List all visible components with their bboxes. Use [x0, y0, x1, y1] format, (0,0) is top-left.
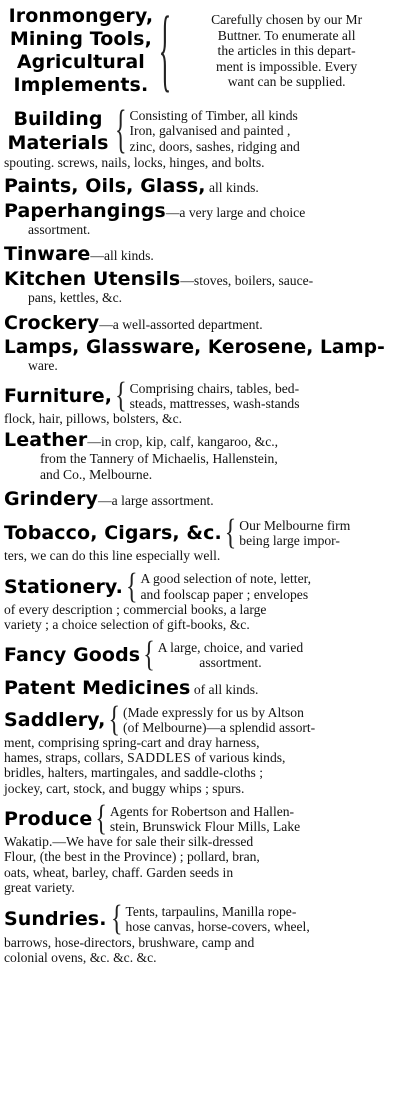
- entry-sundries: [4, 899, 399, 965]
- heading-leather: Leather: [4, 429, 88, 452]
- entry-grindery: [4, 488, 399, 510]
- brace-icon: {: [108, 700, 121, 740]
- text-line: jockey, cart, stock, and buggy whips ; spurs.: [4, 780, 245, 796]
- entry-produce: [4, 799, 399, 895]
- heading-line: Mining Tools,: [9, 28, 152, 50]
- text-line: of every description ; commercial books, a large: [4, 601, 267, 617]
- heading-ironmongery: [4, 5, 158, 97]
- text-line: steads, mattresses, wash-stands: [129, 396, 300, 412]
- entry-leather: [4, 429, 399, 481]
- text-line: Comprising chairs, tables, bed-: [129, 380, 300, 396]
- entry-patent-medicines: [4, 677, 399, 699]
- text-line: zinc, doors, sashes, ridging and: [129, 138, 300, 154]
- heading-paints: Paints, Oils, Glass,: [4, 175, 206, 198]
- text-line: stein, Brunswick Flour Mills, Lake: [109, 819, 301, 835]
- heading-kitchen-utensils: Kitchen Utensils: [4, 268, 181, 291]
- text-line: Wakatip.—We have for sale their silk-dressed: [4, 834, 254, 850]
- brace-icon: {: [95, 799, 107, 839]
- heading-line: Ironmongery,: [8, 5, 154, 27]
- text-line: bridles, halters, martingales, and saddle-cloths ;: [4, 765, 263, 781]
- heading-saddlery: Saddlery,: [4, 708, 106, 731]
- entry-fancy-goods: [4, 635, 399, 675]
- entry-ironmongery: [4, 0, 399, 102]
- text-line: (Made expressly for us by Altson: [123, 704, 304, 720]
- text-line: Carefully chosen by our Mr: [211, 12, 363, 28]
- brace-icon: {: [143, 635, 155, 675]
- entry-paperhangings: [4, 200, 399, 237]
- text-line: assortment.: [199, 655, 262, 671]
- heading-patent-medicines: Patent Medicines: [4, 676, 191, 699]
- heading-lamps: Lamps, Glassware, Kerosene, Lamp-: [4, 336, 385, 358]
- text-line: Agents for Robertson and Hallen-: [109, 803, 295, 819]
- text-line: and Co., Melbourne.: [40, 466, 153, 482]
- text-line: spouting. screws, nails, locks, hinges, and bolts.: [4, 155, 265, 170]
- text-line: the articles in this depart-: [217, 43, 356, 59]
- entry-building-materials: [4, 102, 399, 170]
- entry-paints: [4, 175, 399, 197]
- text-line: from the Tannery of Michaelis, Hallenstein,: [40, 451, 278, 467]
- text-paints: all kinds.: [205, 180, 259, 196]
- text-line: want can be supplied.: [227, 74, 346, 90]
- text-line: A good selection of note, letter,: [140, 571, 311, 587]
- text-line: ters, we can do this line especially well.: [4, 548, 221, 564]
- entry-saddlery: [4, 700, 399, 796]
- heading-grindery: Grindery: [4, 487, 99, 510]
- entry-tobacco: [4, 513, 399, 564]
- text-patent-medicines: of all kinds.: [190, 681, 259, 697]
- text-line: (of Melbourne)—a splendid assort-: [123, 719, 316, 735]
- text-line: Iron, galvanised and painted ,: [129, 123, 291, 139]
- text-span: hames, straps, collars,: [4, 750, 128, 766]
- text-line: great variety.: [4, 879, 75, 895]
- heading-fancy-goods: Fancy Goods: [4, 644, 141, 667]
- heading-line: Building: [13, 108, 103, 130]
- entry-tinware: [4, 243, 399, 265]
- heading-line: Materials: [7, 132, 109, 154]
- text-line: Our Melbourne firm: [239, 517, 351, 533]
- text-building-materials: [130, 108, 300, 154]
- text-line: Buttner. To enumerate all: [217, 27, 356, 43]
- brace-icon: {: [158, 0, 172, 102]
- text-line: oats, wheat, barley, chaff. Garden seeds in: [4, 864, 234, 880]
- entry-stationery: [4, 567, 399, 633]
- entry-furniture: [4, 376, 399, 427]
- heading-furniture: Furniture,: [4, 385, 113, 408]
- text-line: being large impor-: [239, 533, 340, 549]
- text-leather: —in crop, kip, calf, kangaroo, &c.,: [87, 434, 279, 450]
- text-line: ment, comprising spring-cart and dray harness,: [4, 735, 260, 751]
- text-line: A large, choice, and varied: [157, 640, 304, 656]
- text-line: assortment.: [28, 222, 91, 238]
- smallcaps-span: SADDLES: [127, 750, 192, 766]
- text-sundries: [126, 904, 310, 934]
- text-crockery: —a well-assorted department.: [99, 316, 263, 332]
- brace-icon: {: [125, 567, 138, 607]
- heading-sundries: Sundries.: [4, 908, 107, 931]
- text-line: Flour, (the best in the Province) ; pollard, bran,: [4, 849, 260, 865]
- text-tobacco: [239, 518, 350, 548]
- text-line: Tents, tarpaulins, Manilla rope-: [125, 904, 297, 920]
- entry-crockery: [4, 312, 399, 334]
- entry-lamps: [4, 337, 399, 373]
- heading-produce: Produce: [4, 808, 93, 831]
- text-furniture: [130, 381, 300, 411]
- brace-icon: {: [115, 102, 127, 160]
- text-paperhangings: —a very large and choice: [165, 205, 306, 221]
- text-line: flock, hair, pillows, bolsters, &c.: [4, 411, 183, 427]
- text-span: of various kinds,: [191, 750, 286, 766]
- text-tinware: —all kinds.: [90, 248, 154, 264]
- text-kitchen-utensils: —stoves, boilers, sauce-: [180, 273, 314, 289]
- text-line: [4, 750, 399, 765]
- text-line: variety ; a choice selection of gift-books, &c.: [4, 617, 250, 633]
- text-grindery: —a large assortment.: [98, 492, 214, 508]
- text-saddlery: [123, 705, 315, 735]
- text-fancy-goods: [158, 640, 303, 670]
- heading-tobacco: Tobacco, Cigars, &c.: [4, 522, 222, 545]
- heading-building-materials: [4, 107, 112, 155]
- heading-crockery: Crockery: [4, 311, 100, 334]
- brace-icon: {: [115, 376, 127, 416]
- entry-kitchen-utensils: [4, 268, 399, 305]
- brace-icon: {: [224, 513, 237, 553]
- text-line: ment is impossible. Every: [216, 58, 358, 74]
- text-line: and foolscap paper ; envelopes: [140, 586, 309, 602]
- text-line: Consisting of Timber, all kinds: [129, 108, 298, 124]
- text-line: hose canvas, horse-covers, wheel,: [125, 919, 310, 935]
- heading-paperhangings: Paperhangings: [4, 200, 166, 223]
- text-stationery: [141, 571, 311, 601]
- text-ironmongery: [174, 12, 399, 90]
- text-line: pans, kettles, &c.: [28, 290, 123, 306]
- heading-tinware: Tinware: [4, 243, 91, 266]
- text-produce: [110, 804, 300, 834]
- heading-stationery: Stationery.: [4, 575, 123, 598]
- text-line: colonial ovens, &c. &c. &c.: [4, 949, 157, 965]
- text-line: ware.: [28, 357, 58, 373]
- brace-icon: {: [111, 899, 123, 939]
- heading-line: Implements.: [13, 74, 149, 96]
- text-line: barrows, hose-directors, brushware, camp and: [4, 934, 255, 950]
- heading-line: Agricultural: [16, 51, 145, 73]
